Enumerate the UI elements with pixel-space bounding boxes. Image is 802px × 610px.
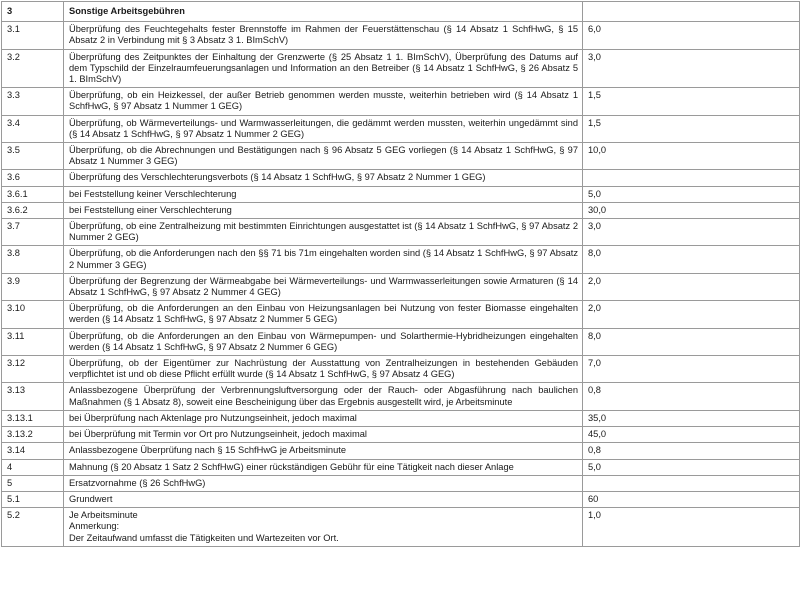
row-description: bei Feststellung keiner Verschlechterung (64, 186, 583, 202)
row-description: Überprüfung des Zeitpunktes der Einhaltung der Grenzwerte (§ 25 Absatz 1 1. BImSchV), Überprüfung des Datums auf dem Typschild der Einzelraumfeuerungsanlagen und Information an den Betreiber (§ 14 Absatz 1 SchfHwG, § 26 Absatz 5 1. BImSchV) (64, 49, 583, 88)
row-number: 3.3 (2, 88, 64, 115)
row-number: 3.5 (2, 143, 64, 170)
table-row (2, 88, 800, 115)
section-header-row (2, 2, 800, 22)
row-value (583, 170, 800, 186)
row-description: Überprüfung des Feuchtegehalts fester Brennstoffe im Rahmen der Feuerstättenschau (§ 14 Absatz 1 SchfHwG, § 15 Absatz 2 in Verbindung mit § 3 Absatz 3 1. BImSchV) (64, 22, 583, 49)
row-number: 3.13 (2, 383, 64, 410)
row-number: 3.6.1 (2, 186, 64, 202)
row-description-line: Je Arbeitsminute (69, 510, 138, 521)
row-description: Ersatzvornahme (§ 26 SchfHwG) (64, 475, 583, 491)
row-value: 3,0 (583, 49, 800, 88)
table-row (2, 273, 800, 300)
row-value: 5,0 (583, 186, 800, 202)
row-number: 3.11 (2, 328, 64, 355)
table-row (2, 410, 800, 426)
row-description: Überprüfung, ob ein Heizkessel, der außer Betrieb genommen werden musste, weiterhin betrieben wird (§ 14 Absatz 1 SchfHwG, § 97 Absatz 1 Nummer 1 GEG) (64, 88, 583, 115)
row-value: 30,0 (583, 202, 800, 218)
row-description: Überprüfung, ob die Abrechnungen und Bestätigungen nach § 96 Absatz 5 GEG vorliegen (§ 14 Absatz 1 SchfHwG, § 97 Absatz 1 Nummer 3 GEG) (64, 143, 583, 170)
row-description: Überprüfung, ob der Eigentümer zur Nachrüstung der Ausstattung von Zentralheizungen in bestehenden Gebäuden verpflichtet ist und ob diese Pflicht erfüllt wurde (§ 14 Absatz 1 SchfHwG, § 97 Absatz 4 GEG) (64, 356, 583, 383)
row-value: 0,8 (583, 443, 800, 459)
table-row (2, 22, 800, 49)
row-number: 3.6.2 (2, 202, 64, 218)
table-row (2, 427, 800, 443)
table-row (2, 383, 800, 410)
row-number: 3.10 (2, 301, 64, 328)
fee-table-body (2, 2, 800, 547)
row-value (583, 475, 800, 491)
row-description: Überprüfung, ob eine Zentralheizung mit bestimmten Einrichtungen ausgestattet ist (§ 14 Absatz 1 SchfHwG, § 97 Absatz 2 Nummer 2 GEG) (64, 219, 583, 246)
row-value: 2,0 (583, 301, 800, 328)
table-row (2, 115, 800, 142)
row-description: Überprüfung des Verschlechterungsverbots (§ 14 Absatz 1 SchfHwG, § 97 Absatz 2 Nummer 1 GEG) (64, 170, 583, 186)
row-value: 60 (583, 491, 800, 507)
row-number: 5 (2, 475, 64, 491)
row-number: 3.13.2 (2, 427, 64, 443)
row-description: Grundwert (64, 491, 583, 507)
row-number: 3.13.1 (2, 410, 64, 426)
table-row (2, 186, 800, 202)
row-description: Anlassbezogene Überprüfung nach § 15 SchfHwG je Arbeitsminute (64, 443, 583, 459)
fee-table (1, 1, 800, 547)
row-value: 7,0 (583, 356, 800, 383)
row-description: Überprüfung, ob die Anforderungen an den Einbau von Wärmepumpen- und Solarthermie-Hybridheizungen eingehalten werden (§ 14 Absatz 1 SchfHwG, § 97 Absatz 2 Nummer 6 GEG) (64, 328, 583, 355)
table-row (2, 328, 800, 355)
row-number: 5.1 (2, 491, 64, 507)
row-value: 8,0 (583, 246, 800, 273)
row-description: Überprüfung der Begrenzung der Wärmeabgabe bei Wärmeverteilungs- und Warmwasserleitungen sowie Armaturen (§ 14 Absatz 1 SchfHwG, § 97 Absatz 2 Nummer 4 GEG) (64, 273, 583, 300)
row-value: 2,0 (583, 273, 800, 300)
row-value: 35,0 (583, 410, 800, 426)
row-value: 3,0 (583, 219, 800, 246)
section-title: Sonstige Arbeitsgebühren (64, 2, 583, 22)
table-row (2, 219, 800, 246)
table-row (2, 459, 800, 475)
row-description: Überprüfung, ob die Anforderungen nach den §§ 71 bis 71m eingehalten worden sind (§ 14 Absatz 1 SchfHwG, § 97 Absatz 2 Nummer 3 GEG) (64, 246, 583, 273)
row-number: 3.12 (2, 356, 64, 383)
row-description: bei Feststellung einer Verschlechterung (64, 202, 583, 218)
row-description: Mahnung (§ 20 Absatz 1 Satz 2 SchfHwG) einer rückständigen Gebühr für eine Tätigkeit nach dieser Anlage (64, 459, 583, 475)
table-row (2, 301, 800, 328)
row-number: 5.2 (2, 508, 64, 547)
row-value: 10,0 (583, 143, 800, 170)
row-description: Anlassbezogene Überprüfung der Verbrennungsluftversorgung oder der Rauch- oder Abgasführung nach baulichen Maßnahmen (§ 1 Absatz 8), soweit eine Bescheinigung über das Ergebnis ausgestellt wird, je Arbeitsminute (64, 383, 583, 410)
row-number: 3.4 (2, 115, 64, 142)
row-number: 3.7 (2, 219, 64, 246)
row-number: 3.14 (2, 443, 64, 459)
row-description: Überprüfung, ob Wärmeverteilungs- und Warmwasserleitungen, die gedämmt werden mussten, weiterhin ungedämmt sind (§ 14 Absatz 1 SchfHwG, § 97 Absatz 1 Nummer 2 GEG) (64, 115, 583, 142)
table-row (2, 491, 800, 507)
row-value: 1,5 (583, 88, 800, 115)
row-value: 6,0 (583, 22, 800, 49)
row-value: 45,0 (583, 427, 800, 443)
table-row (2, 246, 800, 273)
row-number: 3.2 (2, 49, 64, 88)
row-value: 8,0 (583, 328, 800, 355)
row-value: 1,0 (583, 508, 800, 547)
row-value: 1,5 (583, 115, 800, 142)
section-value (583, 2, 800, 22)
annotation-label: Anmerkung: (69, 521, 120, 532)
table-row (2, 49, 800, 88)
table-row (2, 475, 800, 491)
row-value: 0,8 (583, 383, 800, 410)
table-row (2, 170, 800, 186)
table-row (2, 443, 800, 459)
row-description (64, 508, 583, 547)
row-number: 4 (2, 459, 64, 475)
table-row (2, 356, 800, 383)
table-row-last (2, 508, 800, 547)
row-value: 5,0 (583, 459, 800, 475)
row-number: 3.6 (2, 170, 64, 186)
row-description: bei Überprüfung nach Aktenlage pro Nutzungseinheit, jedoch maximal (64, 410, 583, 426)
annotation-text: Der Zeitaufwand umfasst die Tätigkeiten und Wartezeiten vor Ort. (69, 532, 339, 543)
section-number: 3 (2, 2, 64, 22)
row-number: 3.9 (2, 273, 64, 300)
row-number: 3.1 (2, 22, 64, 49)
table-row (2, 143, 800, 170)
row-description: Überprüfung, ob die Anforderungen an den Einbau von Heizungsanlagen bei Nutzung von fester Biomasse eingehalten werden (§ 14 Absatz 1 SchfHwG, § 97 Absatz 2 Nummer 5 GEG) (64, 301, 583, 328)
row-description: bei Überprüfung mit Termin vor Ort pro Nutzungseinheit, jedoch maximal (64, 427, 583, 443)
table-row (2, 202, 800, 218)
row-number: 3.8 (2, 246, 64, 273)
